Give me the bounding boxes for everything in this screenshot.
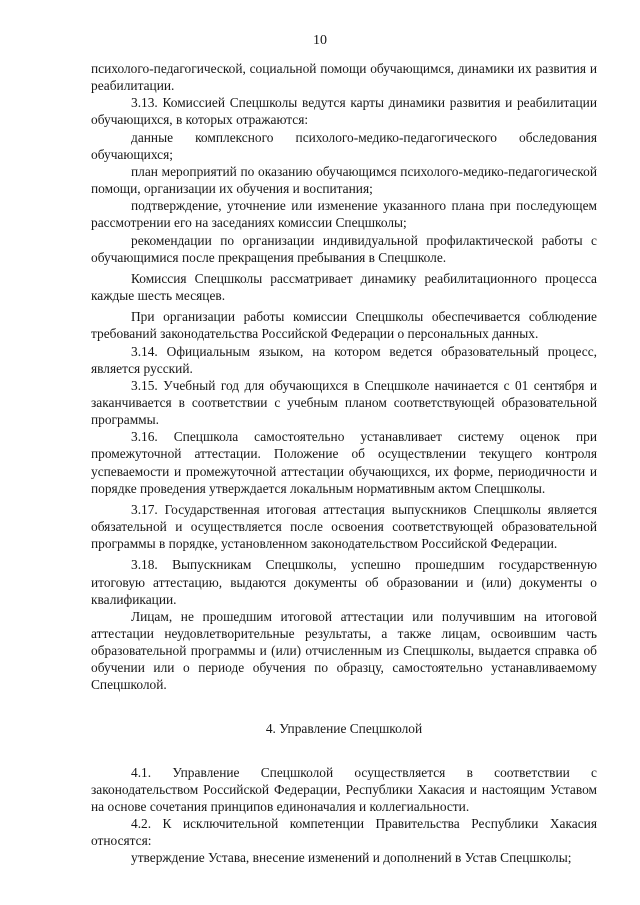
section-heading: 4. Управление Спецшколой bbox=[265, 720, 423, 736]
paragraph-3-16: 3.16. Спецшкола самостоятельно устанавливает систему оценок при промежуточной аттестации. Положение об осуществлении текущего контроля успеваемости и промежуточной аттестации обучающихся, их форме, периодичности и порядке проведения утверждается локальным нормативным актом Спецшколы. bbox=[91, 429, 597, 496]
paragraph-3-18: 3.18. Выпускникам Спецшколы, успешно прошедшим государственную итоговую аттестацию, выдаются документы об образовании и (или) документы о квалификации. bbox=[91, 557, 597, 607]
paragraph-personal-data: При организации работы комиссии Спецшколы обеспечивается соблюдение требований законодательства Российской Федерации о персональных данных. bbox=[91, 309, 597, 342]
page-number: 10 bbox=[313, 33, 327, 48]
paragraph-4-2: 4.2. К исключительной компетенции Правительства Республики Хакасия относятся: bbox=[91, 816, 597, 849]
list-item-recommendations: рекомендации по организации индивидуальной профилактической работы с обучающимися после прекращения пребывания в Спецшколе. bbox=[91, 232, 597, 265]
list-item-charter-approval: утверждение Устава, внесение изменений и дополнений в Устав Спецшколы; bbox=[131, 850, 572, 866]
paragraph-3-17: 3.17. Государственная итоговая аттестация выпускников Спецшколы является обязательной и осуществляется после освоения соответствующей образовательной программы в порядке, установленном законодательством Российской Федерации. bbox=[91, 501, 597, 552]
paragraph-3-13: 3.13. Комиссией Спецшколы ведутся карты динамики развития и реабилитации обучающихся, в которых отражаются: bbox=[91, 95, 597, 128]
list-item-plan-confirmation: подтверждение, уточнение или изменение указанного плана при последующем рассмотрении его на заседаниях комиссии Спецшколы; bbox=[91, 198, 597, 231]
list-item-action-plan: план мероприятий по оказанию обучающимся психолого-медико-педагогической помощи, организации их обучения и воспитания; bbox=[91, 163, 597, 197]
paragraph-3-15: 3.15. Учебный год для обучающихся в Спецшколе начинается с 01 сентября и заканчивается в соответствии с учебным планом соответствующей образовательной программы. bbox=[91, 377, 597, 428]
paragraph-review-period: Комиссия Спецшколы рассматривает динамику реабилитационного процесса каждые шесть месяцев. bbox=[91, 270, 597, 304]
list-item-examination-data: данные комплексного психолого-медико-педагогического обследования обучающихся; bbox=[91, 129, 597, 162]
paragraph-4-1: 4.1. Управление Спецшколой осуществляется в соответствии с законодательством Российской Федерации, Республики Хакасия и настоящим Уставом на основе сочетания принципов единоначалия и коллегиальности. bbox=[91, 764, 597, 814]
document-body bbox=[91, 60, 597, 867]
paragraph-3-14: 3.14. Официальным языком, на котором ведется образовательный процесс, является русский. bbox=[91, 343, 597, 376]
paragraph-certificate: Лицам, не прошедшим итоговой аттестации или получившим на итоговой аттестации неудовлетворительные результаты, а также лицам, освоившим часть образовательной программы и (или) отчисленным из Спецшколы, выдается справка об обучении или о периоде обучения по образцу, самостоятельно устанавливаемому Спецшколой. bbox=[91, 608, 597, 693]
paragraph-continuation: психолого-педагогической, социальной помощи обучающимся, динамики их развития и реабилитации. bbox=[91, 61, 597, 94]
